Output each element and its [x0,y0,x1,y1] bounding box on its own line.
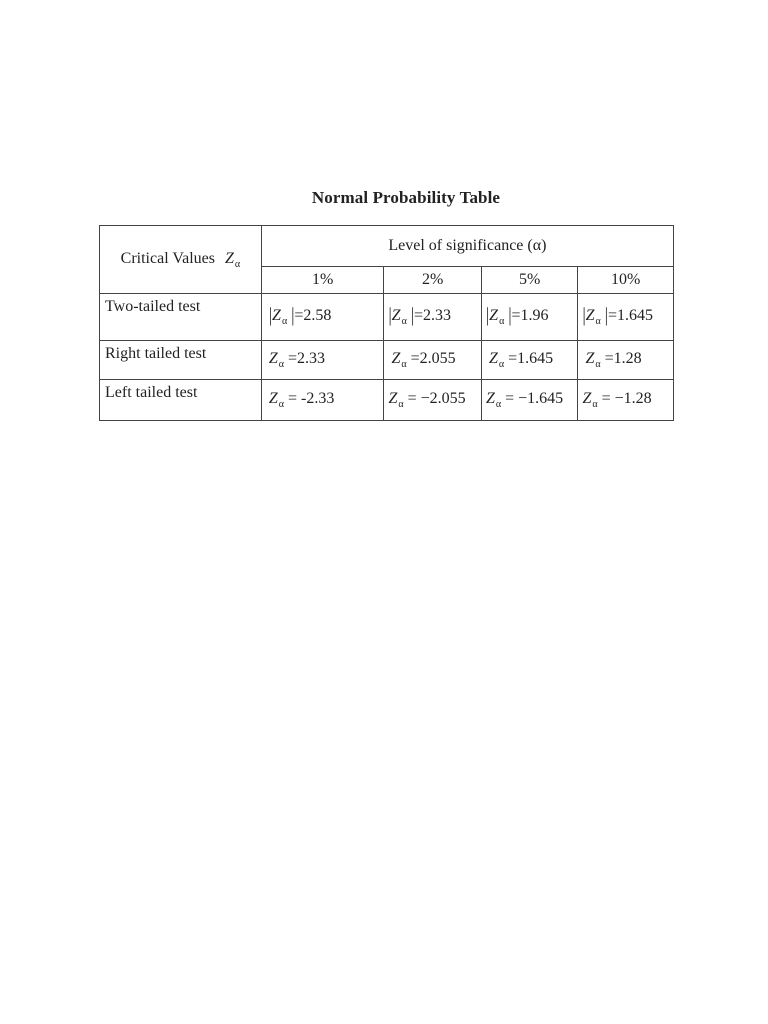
corner-header-cell [100,226,262,294]
cell-value: =2.33 [283,350,326,367]
column-header: 2% [384,267,482,294]
cell-value: = -2.33 [283,390,335,407]
table-cell: $Z_\alpha =1.645$ [481,341,577,380]
cell-value: =2.055 [406,350,456,367]
table-cell: $|Z_\alpha$ |=1.96 [481,294,577,341]
table-row [100,380,674,421]
table-cell: $Z_\alpha = -2.33$ [261,380,384,421]
cell-value: = −1.645 [501,390,564,407]
header-row-level [100,226,674,267]
cell-value: =1.96 [511,307,549,324]
corner-symbol-subscript: α [234,258,241,270]
cell-value: =1.28 [600,350,642,367]
corner-symbol: Z [225,249,234,267]
column-header: 10% [578,267,674,294]
table-cell: $Z_\alpha = -1.28$ [578,380,674,421]
cell-value: =1.645 [504,350,554,367]
row-label: Two-tailed test [100,294,262,341]
table-cell: $|Z_\alpha$ |=2.33 [384,294,482,341]
table-cell: $Z_\alpha =2.33$ [261,341,384,380]
cell-value: = −2.055 [403,390,466,407]
table-cell: $Z_\alpha =1.28$ [578,341,674,380]
table-row [100,294,674,341]
cell-value: =2.58 [294,307,332,324]
row-label: Left tailed test [100,380,262,421]
table-title: Normal Probability Table [311,188,501,207]
table-cell: $Z_\alpha =2.055$ [384,341,482,380]
table-row [100,341,674,380]
cell-value: =1.645 [608,307,654,324]
level-label: Level of significance [388,237,524,254]
table-cell: $Z_\alpha = -1.645$ [481,380,577,421]
level-of-significance-header [261,226,673,267]
corner-label: Critical Values [120,249,216,267]
column-header: 1% [261,267,384,294]
cell-value: =2.33 [414,307,452,324]
table-cell: $|Z_\alpha$ |=1.645 [578,294,674,341]
row-label: Right tailed test [100,341,262,380]
table-cell: $|Z_\alpha$ |=2.58 [261,294,384,341]
level-symbol: (α) [527,237,547,254]
column-header: 5% [481,267,577,294]
table-cell: $Z_\alpha = -2.055$ [384,380,482,421]
normal-probability-table [99,225,674,421]
cell-value: = −1.28 [597,390,652,407]
